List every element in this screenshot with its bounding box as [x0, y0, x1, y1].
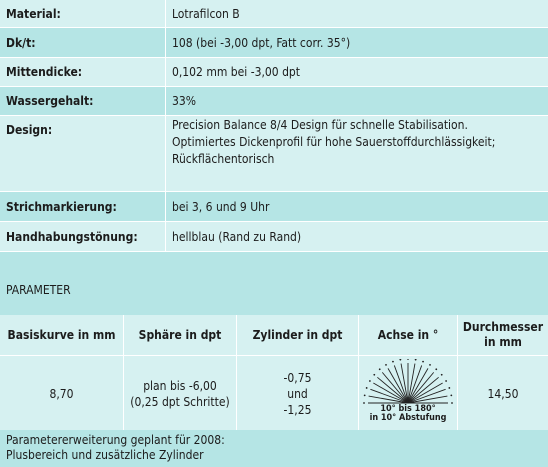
spec-key: Material:: [0, 0, 166, 27]
spec-row-strichmarkierung: [0, 192, 548, 222]
zylinder-value: [237, 356, 359, 431]
spec-row-wassergehalt: [0, 87, 548, 116]
spec-value: bei 3, 6 und 9 Uhr: [172, 199, 270, 214]
spec-key: Dk/t:: [0, 28, 166, 57]
parameter-table-header: [0, 315, 548, 356]
note-line: Parametererweiterung geplant für 2008:: [6, 433, 225, 447]
col-header-zylinder: Zylinder in dpt: [237, 315, 359, 355]
spec-value: [166, 116, 548, 191]
parameter-table-row: [0, 356, 548, 431]
axis-tick: [364, 394, 366, 396]
spec-row-dkt: [0, 28, 548, 58]
axis-tick: [385, 364, 387, 366]
spec-key: Wassergehalt:: [0, 87, 166, 115]
spec-value: 0,102 mm bei -3,00 dpt: [172, 65, 301, 79]
spec-value: hellblau (Rand zu Rand): [172, 229, 302, 244]
axis-tick: [429, 364, 431, 366]
col-header-sphaere: Sphäre in dpt: [124, 315, 237, 355]
axis-tick: [363, 402, 365, 404]
spec-row-handhabungstoenung: [0, 222, 548, 252]
axis-tick: [369, 380, 371, 382]
parameter-note: [0, 430, 548, 467]
axis-tick: [435, 368, 437, 370]
col-header-durchmesser: Durchmesser in mm: [462, 320, 544, 349]
parameter-header-band: [0, 252, 548, 315]
zylinder-line: -1,25: [283, 402, 312, 417]
durchmesser-value: 14,50: [487, 386, 519, 401]
design-line: Rückflächentorisch: [172, 152, 275, 166]
sphaere-line: (0,25 dpt Schritte): [130, 394, 230, 409]
axis-tick: [399, 359, 401, 361]
spec-key: Mittendicke:: [0, 58, 166, 86]
design-line: Optimiertes Dickenprofil für hohe Sauerstoffdurchlässigkeit;: [172, 135, 496, 149]
axis-tick: [422, 361, 424, 363]
axis-tick: [392, 361, 394, 363]
spec-value: 33%: [172, 94, 196, 108]
axis-tick: [441, 374, 443, 376]
spec-value: Lotrafilcon B: [172, 6, 240, 21]
parameter-title: PARAMETER: [6, 283, 71, 297]
basiskurve-value: 8,70: [0, 356, 124, 431]
zylinder-line: -0,75: [283, 370, 312, 385]
zylinder-line: und: [287, 386, 308, 401]
spec-key: Design:: [0, 116, 166, 191]
sphaere-line: plan bis -6,00: [143, 378, 217, 393]
spec-row-material: [0, 0, 548, 28]
axis-tick: [373, 374, 375, 376]
axis-tick: [445, 380, 447, 382]
axis-tick: [448, 387, 450, 389]
axis-tick: [451, 402, 453, 404]
spec-row-mittendicke: [0, 58, 548, 87]
spec-value: 108 (bei -3,00 dpt, Fatt corr. 35°): [172, 35, 351, 50]
axis-tick: [415, 359, 417, 361]
axis-tick: [366, 387, 368, 389]
parameter-table: [0, 315, 548, 431]
achse-value: [359, 356, 458, 431]
axis-caption-line: in 10° Abstufung: [369, 413, 447, 423]
axis-tick: [379, 368, 381, 370]
axis-fan-icon: [362, 359, 454, 405]
spec-row-design: [0, 116, 548, 192]
axis-tick: [407, 359, 409, 360]
col-header-achse: Achse in °: [359, 315, 458, 355]
design-line: Precision Balance 8/4 Design für schnelle Stabilisation.: [172, 118, 468, 132]
axis-tick: [450, 394, 452, 396]
axis-caption-line: 10° bis 180°: [380, 404, 436, 414]
sphaere-value: [124, 356, 237, 431]
spec-key: Handhabungstönung:: [0, 222, 166, 251]
col-header-basiskurve: Basiskurve in mm: [0, 315, 124, 355]
note-line: Plusbereich und zusätzliche Zylinder: [6, 448, 204, 462]
spec-key: Strichmarkierung:: [0, 192, 166, 221]
